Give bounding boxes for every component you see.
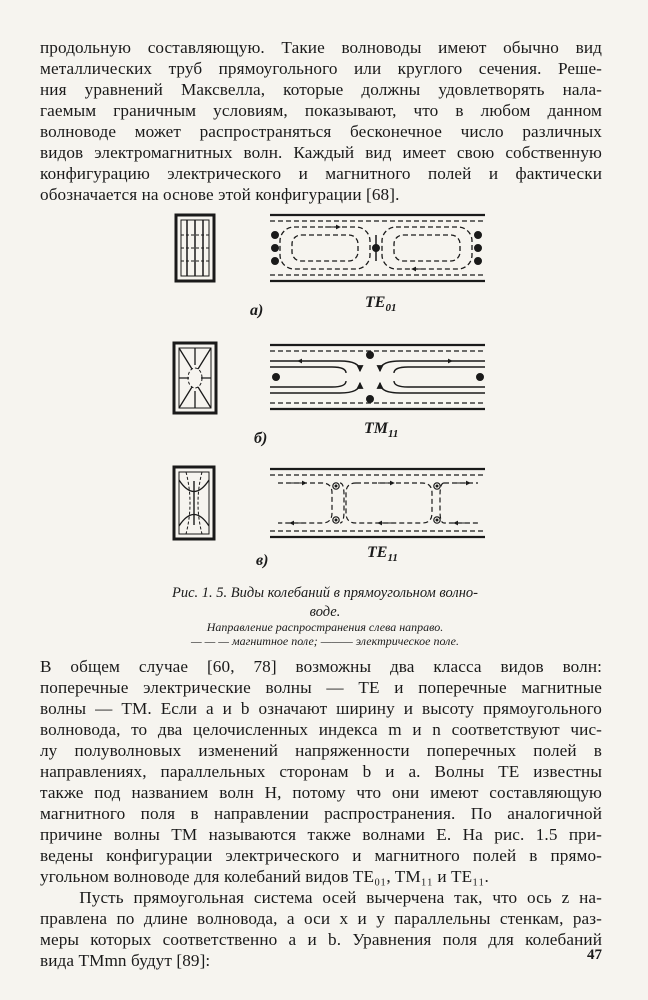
text-line: меры которых соответственно a и b. Уравнения поля для колебаний xyxy=(40,930,602,949)
text-line: металлических труб прямоугольного или круглого сечения. Реше- xyxy=(40,59,602,78)
text-line: ния уравнений Максвелла, которые должны удовлетворять нала- xyxy=(40,80,602,99)
text-line: поперечные электрические волны — TE и поперечные магнитные xyxy=(40,678,602,697)
text-line: магнитного поля в направлении распространения. По аналогичной xyxy=(40,804,602,823)
panel-a-cross-section xyxy=(176,215,214,281)
panel-b-mode xyxy=(364,420,398,440)
top-paragraph xyxy=(40,37,602,205)
text-line: вида TMmn будут [89]: xyxy=(40,951,211,970)
panel-c-mode-sub: 11 xyxy=(387,552,398,564)
text-line: конфигурацию электрического и магнитного полей и фактически xyxy=(40,164,602,183)
panel-a-letter: а) xyxy=(250,302,264,319)
caption-note-legend: — — — магнитное поле; ——— электрическое поле. xyxy=(190,634,460,648)
panel-b-letter: б) xyxy=(254,430,268,447)
text-line: причине волны TM называются также волнами E. На рис. 1.5 при- xyxy=(40,825,602,844)
text-line: волноводе может распространяться бесконечное число различных xyxy=(40,122,602,141)
panel-b-mode-sub: 11 xyxy=(388,428,399,440)
waveguide-modes-figure xyxy=(160,205,510,585)
text-line: В общем случае [60, 78] возможны два класса видов волн: xyxy=(40,657,602,676)
panel-c-longitudinal xyxy=(270,469,485,537)
panel-a-mode-sub: 01 xyxy=(385,302,397,314)
figure-caption xyxy=(80,584,570,622)
panel-c-mode-name: TE xyxy=(367,544,388,561)
text-line: ведены конфигурации электрического и магнитного полей в прямо- xyxy=(40,846,602,865)
text-line: Пусть прямоугольная система осей вычерчена так, что ось z на- xyxy=(40,888,602,907)
panel-a-longitudinal xyxy=(270,215,485,281)
text-line: обозначается на основе этой конфигурации [68]. xyxy=(40,185,400,204)
text-line: гаемым граничным условиям, показывают, что в любом данном xyxy=(40,101,602,120)
panel-c-letter: в) xyxy=(256,552,269,569)
text-line: видов электромагнитных волн. Каждый вид имеет свою собственную xyxy=(40,143,602,162)
text-line: продольную составляющую. Такие волноводы имеют обычно вид xyxy=(40,38,602,57)
main-paragraph xyxy=(40,656,602,971)
text-line: лу полуволновых изменений напряженности поперечных полей в xyxy=(40,741,602,760)
panel-a-mode xyxy=(365,294,396,314)
panel-b-longitudinal xyxy=(270,345,485,409)
text-line: волны — TM. Если a и b означают ширину и высоту прямоугольного xyxy=(40,699,602,718)
caption-title: Рис. 1. 5. Виды колебаний в прямоугольном волно- xyxy=(171,585,479,601)
caption-note-direction: Направление распространения слева направо. xyxy=(206,620,444,634)
text-line: угольном волноводе для колебаний видов TE₀₁, TM₁₁ и TE₁₁. xyxy=(40,867,489,886)
text-line: направлениях, параллельных сторонам b и a. Волны TE известны xyxy=(40,762,602,781)
panel-b-cross-section xyxy=(174,343,216,413)
text-line: также под названием волн H, потому что они имеют составляющую xyxy=(40,783,602,802)
page-number: 47 xyxy=(587,947,602,963)
text-line: правлена по длине волновода, а оси x и y параллельны стенкам, раз- xyxy=(40,909,602,928)
caption-title-cont: воде. xyxy=(309,604,341,620)
panel-c-mode xyxy=(367,544,398,564)
panel-b-mode-name: TM xyxy=(364,420,388,437)
panel-c-cross-section xyxy=(174,467,214,539)
panel-a-mode-name: TE xyxy=(365,294,386,311)
text-line: волновода, то два целочисленных индекса m и n соответствуют чис- xyxy=(40,720,602,739)
